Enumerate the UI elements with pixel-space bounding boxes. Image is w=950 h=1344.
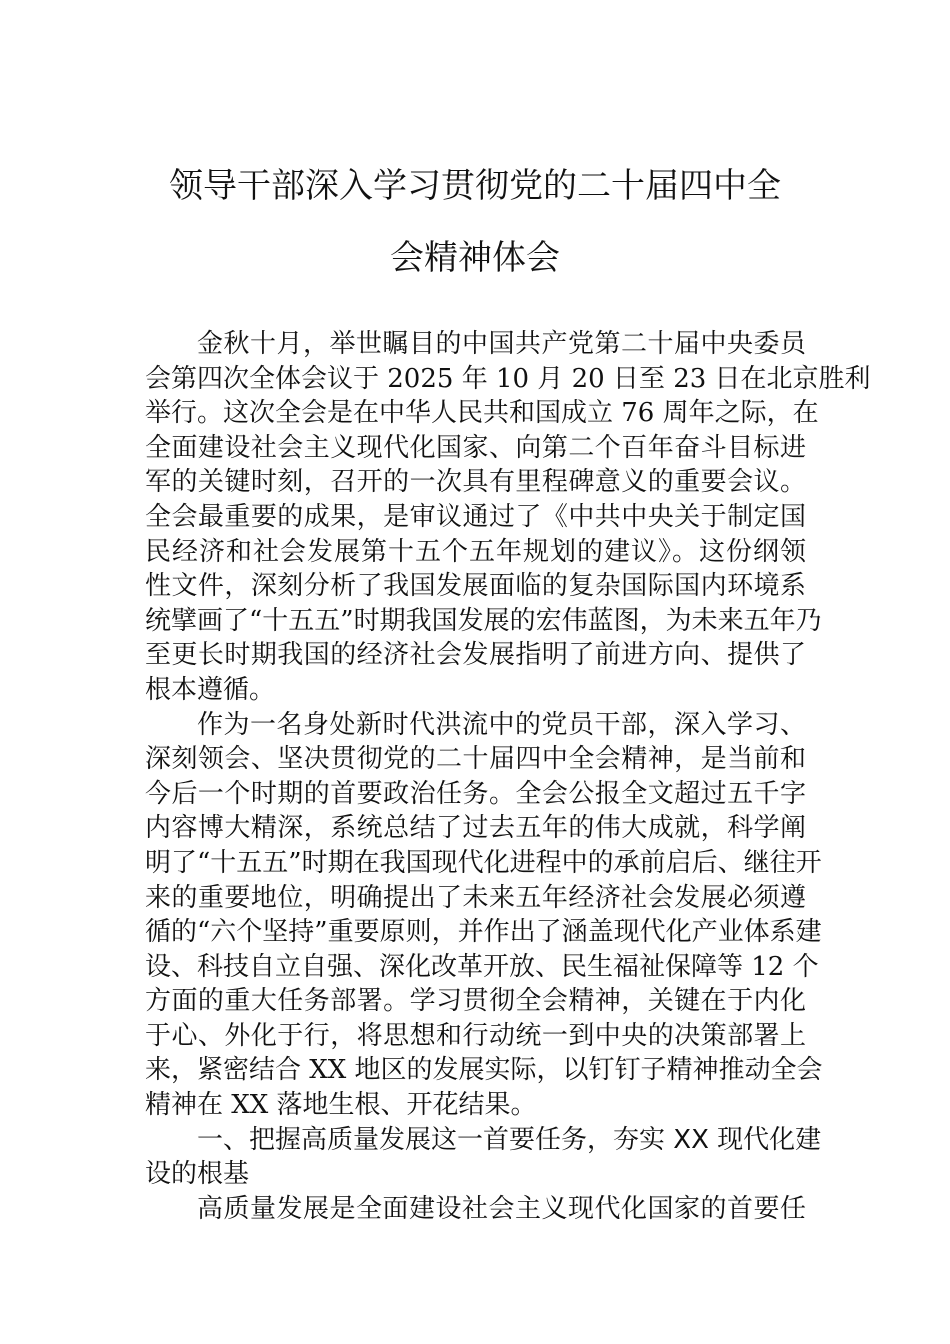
paragraph — [145, 1192, 806, 1227]
text-line: 来的重要地位，明确提出了未来五年经济社会发展必须遵 — [145, 882, 806, 913]
text-line: 来，紧密结合 XX 地区的发展实际，以钉钉子精神推动全会 — [145, 1055, 823, 1086]
document-body — [145, 327, 871, 1226]
text-line: 军的关键时刻，召开的一次具有里程碑意义的重要会议。 — [145, 467, 806, 498]
text-line: 深刻领会、坚决贯彻党的二十届四中全会精神，是当前和 — [145, 744, 806, 775]
paragraph — [145, 708, 823, 1123]
text-line: 今后一个时期的首要政治任务。全会公报全文超过五千字 — [145, 778, 806, 809]
text-line: 内容博大精深，系统总结了过去五年的伟大成就，科学阐 — [145, 813, 806, 844]
text-line: 于心、外化于行，将思想和行动统一到中央的决策部署上 — [145, 1020, 806, 1051]
text-line: 方面的重大任务部署。学习贯彻全会精神，关键在于内化 — [145, 986, 806, 1017]
text-line: 设的根基 — [145, 1159, 250, 1190]
paragraph — [145, 327, 871, 708]
text-line: 会第四次全体会议于 2025 年 10 月 20 日至 23 日在北京胜利 — [145, 363, 871, 394]
text-line: 性文件，深刻分析了我国发展面临的复杂国际国内环境系 — [145, 571, 806, 602]
text-line: 统擘画了“十五五”时期我国发展的宏伟蓝图，为未来五年乃 — [145, 605, 822, 636]
text-line: 明了“十五五”时期在我国现代化进程中的承前启后、继往开 — [145, 847, 822, 878]
document-title-line-1: 领导干部深入学习贯彻党的二十届四中全 — [169, 166, 781, 206]
text-line: 作为一名身处新时代洪流中的党员干部，深入学习、 — [197, 709, 806, 740]
text-line: 高质量发展是全面建设社会主义现代化国家的首要任 — [197, 1193, 806, 1224]
text-line: 循的“六个坚持”重要原则，并作出了涵盖现代化产业体系建 — [145, 917, 822, 948]
document-title-line-2: 会精神体会 — [390, 238, 560, 278]
text-line: 全会最重要的成果，是审议通过了《中共中央关于制定国 — [145, 501, 806, 532]
text-line: 金秋十月，举世瞩目的中国共产党第二十届中央委员 — [197, 329, 806, 359]
section-heading — [145, 1123, 822, 1192]
text-line: 民经济和社会发展第十五个五年规划的建议》。这份纲领 — [145, 536, 806, 567]
text-line: 至更长时期我国的经济社会发展指明了前进方向、提供了 — [145, 640, 806, 671]
text-line: 举行。这次全会是在中华人民共和国成立 76 周年之际，在 — [145, 398, 819, 429]
text-line: 全面建设社会主义现代化国家、向第二个百年奋斗目标进 — [145, 432, 806, 463]
text-line: 根本遵循。 — [145, 674, 276, 705]
text-line: 精神在 XX 落地生根、开花结果。 — [145, 1090, 537, 1121]
text-line: 一、把握高质量发展这一首要任务，夯实 XX 现代化建 — [197, 1124, 822, 1155]
text-line: 设、科技自立自强、深化改革开放、民生福祉保障等 12 个 — [145, 951, 819, 982]
